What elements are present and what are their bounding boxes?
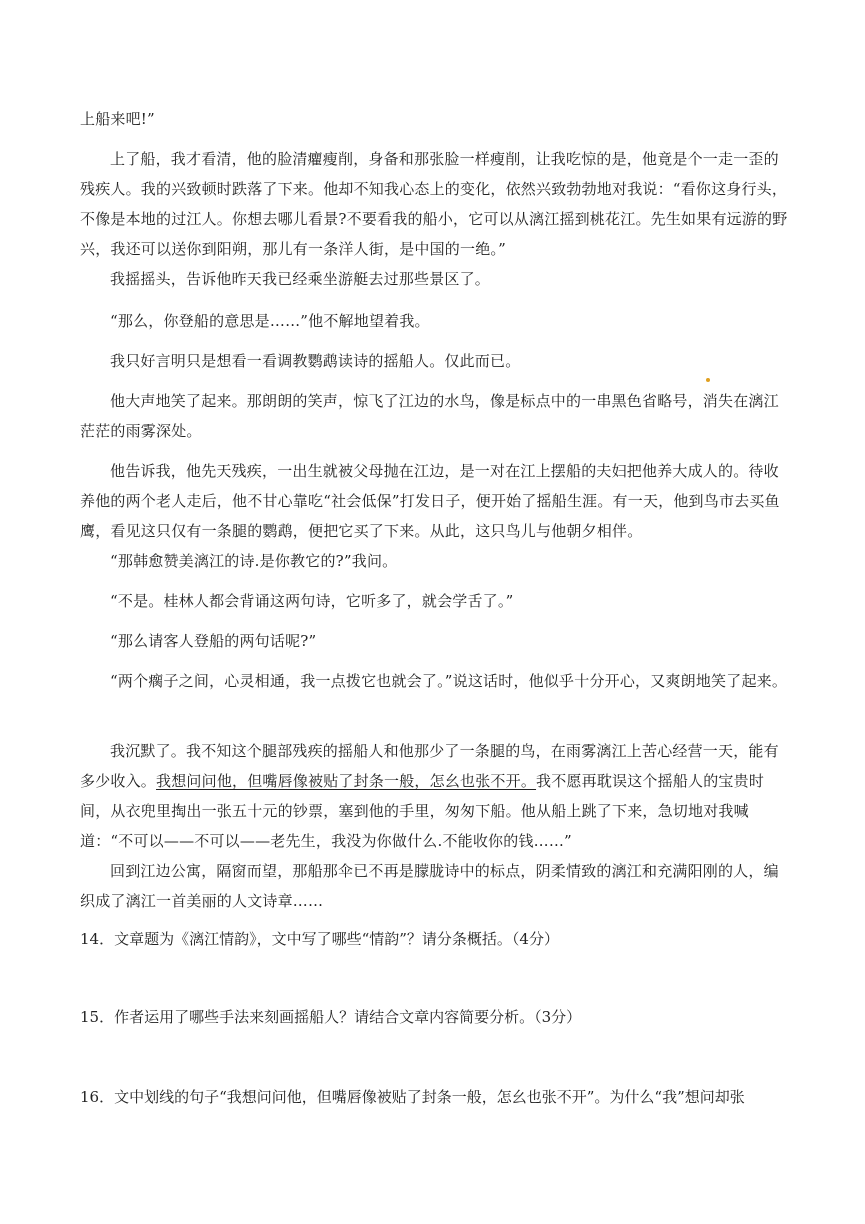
paragraph-10: “两个瘸子之间，心灵相通，我一点拨它也就会了。”说这话时，他似乎十分开心，又爽朗地笑了起来。 [110, 672, 788, 690]
question-14: 14．文章题为《漓江情韵》，文中写了哪些“情韵”？请分条概括。（4分） [80, 930, 559, 948]
question-16: 16．文中划线的句子“我想问问他，但嘴唇像被贴了封条一般，怎幺也张不开”。为什么“我”想问却张 [80, 1088, 745, 1106]
paragraph-5: 他大声地笑了起来。那朗朗的笑声，惊飞了江边的水鸟，像是标点中的一串黑色省略号，消失在漓江茫茫的雨雾深处。 [80, 392, 779, 440]
paragraph-3: “那么，你登船的意思是……”他不解地望着我。 [110, 312, 430, 330]
paragraph-4: 我只好言明只是想看一看调教鹦鹉读诗的摇船人。仅此而已。 [110, 352, 521, 370]
paragraph-6: 他告诉我，他先天残疾，一出生就被父母抛在江边，是一对在江上摆船的夫妇把他养大成人的。待收养他的两个老人走后，他不甘心靠吃“社会低保”打发日子，便开始了摇船生涯。有一天，他到鸟市去买鱼鹰，看见这只仅有一条腿的鹦鹉，便把它买了下来。从此，这只鸟儿与他朝夕相伴。 [80, 462, 780, 540]
paragraph-11-lead: 我沉默了。我不知这个腿部残疾的摇船人和他那少了一条腿的鸟，在雨雾漓江上苦心经营一天，能有多少收入。 [80, 742, 779, 790]
paragraph-11-tail: 我不愿再耽误这个摇船人的宝贵时间，从衣兜里掏出一张五十元的钞票，塞到他的手里，匆匆下船。他从船上跳了下来，急切地对我喊道：“不可以——不可以——老先生，我没为你做什么.不能收你的钱……” [80, 772, 765, 850]
paragraph-9: “那么请客人登船的两句话呢?” [110, 632, 317, 650]
paragraph-8: “不是。桂林人都会背诵这两句诗，它听多了，就会学舌了。” [110, 592, 514, 610]
paragraph-1: 上了船，我才看清，他的脸清癯瘦削，身备和那张脸一样瘦削，让我吃惊的是，他竟是个一走一歪的残疾人。我的兴致顿时跌落了下来。他却不知我心态上的变化，依然兴致勃勃地对我说：“看你这身行头，不像是本地的过江人。你想去哪儿看景?不要看我的船小，它可以从漓江摇到桃花江。先生如果有远游的野兴，我还可以送你到阳朔，那儿有一条洋人街，是中国的一绝。” [80, 150, 788, 258]
paragraph-11 [80, 736, 790, 856]
paragraph-7: “那韩愈赞美漓江的诗.是你教它的?”我问。 [110, 552, 398, 570]
paragraph-12: 回到江边公寓，隔窗而望，那船那伞已不再是朦胧诗中的标点，阴柔情致的漓江和充满阳刚的人，编织成了漓江一首美丽的人文诗章…… [80, 862, 779, 910]
paragraph-0: 上船来吧!” [80, 110, 155, 128]
underlined-sentence: 我想问问他，但嘴唇像被贴了封条一般，怎幺也张不开。 [156, 772, 537, 790]
paragraph-2: 我摇摇头，告诉他昨天我已经乘坐游艇去过那些景区了。 [110, 270, 491, 288]
highlight-dot [706, 378, 710, 382]
question-15: 15．作者运用了哪些手法来刻画摇船人？请结合文章内容简要分析。（3分） [80, 1008, 582, 1026]
